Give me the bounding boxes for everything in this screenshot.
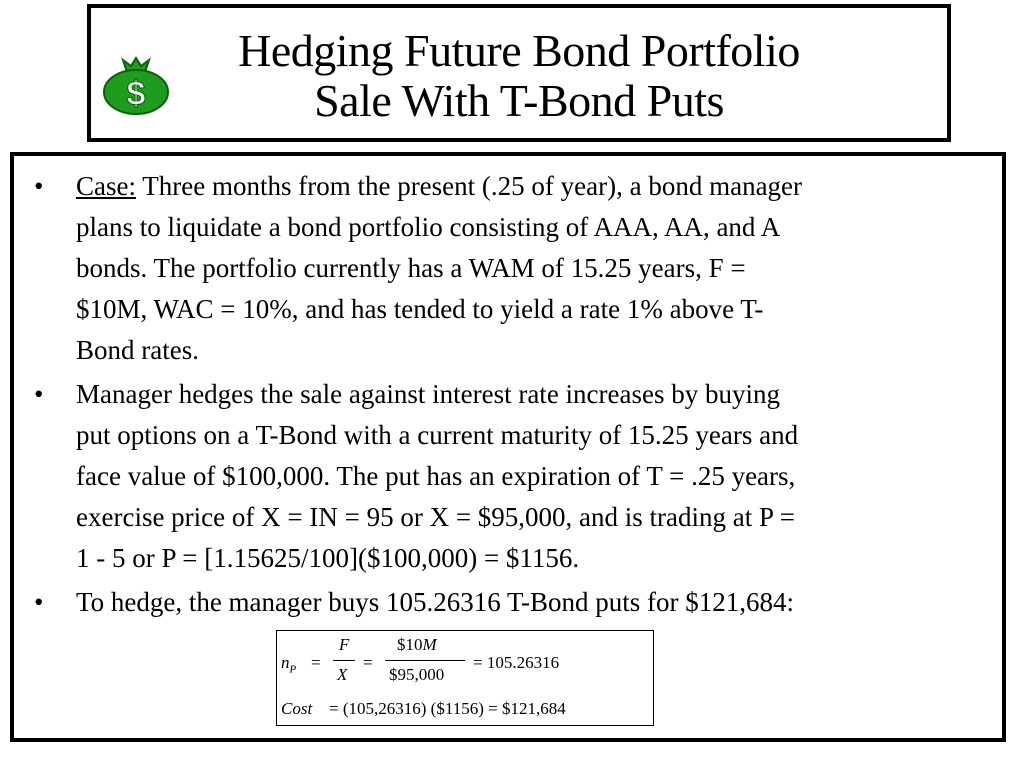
bullet-manager-hedges: [28, 374, 998, 579]
formula-eq-2: =: [363, 653, 373, 672]
formula-cost-expr: = (105,26316) ($1156) = $121,684: [329, 699, 566, 718]
bullet-line: Bond rates.: [76, 335, 199, 365]
bullet-case: [28, 166, 998, 371]
case-label: Case:: [76, 171, 136, 201]
formula-cost-label: Cost: [281, 699, 313, 718]
slide-title-line-2: Sale With T-Bond Puts: [314, 75, 724, 126]
bullet-line: plans to liquidate a bond portfolio consisting of AAA, AA, and A: [76, 212, 781, 242]
bullet-line: exercise price of X = IN = 95 or X = $95,000, and is trading at P =: [76, 502, 795, 532]
dollar-sign: $: [126, 75, 146, 113]
formula-n: n: [281, 653, 290, 672]
formula-F: F: [339, 635, 350, 654]
bullet-line: face value of $100,000. The put has an expiration of T = .25 years,: [76, 461, 796, 491]
bullet-line: bonds. The portfolio currently has a WAM of 15.25 years, F =: [76, 253, 746, 283]
bullet-dot: •: [34, 171, 44, 201]
slide-title-line-1: Hedging Future Bond Portfolio: [238, 25, 800, 76]
bullet-line: 1 - 5 or P = [1.15625/100]($100,000) = $1156.: [76, 543, 580, 573]
bullet-line: To hedge, the manager buys 105.26316 T-Bond puts for $121,684:: [76, 587, 795, 617]
content-box: [10, 152, 1006, 742]
bullet-to-hedge: [28, 582, 998, 623]
bullet-dot: •: [34, 587, 44, 617]
formula-num-dollar: $10: [397, 635, 423, 654]
fraction-bar-f-x: [333, 660, 355, 661]
formula-np: [281, 653, 296, 675]
formula-result: = 105.26316: [473, 653, 560, 672]
formula-box: [276, 630, 654, 726]
bullet-list: [28, 166, 998, 626]
title-box: [87, 4, 951, 142]
formula-np-sub: P: [289, 663, 297, 676]
formula-X: X: [337, 665, 348, 684]
fraction-bar-money: [385, 660, 465, 661]
formula-eq-1: =: [311, 653, 321, 672]
bullet-line: put options on a T-Bond with a current maturity of 15.25 years and: [76, 420, 799, 450]
bullet-line: Three months from the present (.25 of year), a bond manager: [136, 171, 803, 201]
bullet-line: $10M, WAC = 10%, and has tended to yield a rate 1% above T-: [76, 294, 764, 324]
formula-numerator: [397, 635, 437, 655]
bullet-line: Manager hedges the sale against interest rate increases by buying: [76, 379, 780, 409]
formula-num-M: M: [422, 635, 437, 654]
bullet-dot: •: [34, 379, 44, 409]
money-bag-icon: [101, 52, 171, 116]
formula-denominator: $95,000: [389, 665, 445, 684]
